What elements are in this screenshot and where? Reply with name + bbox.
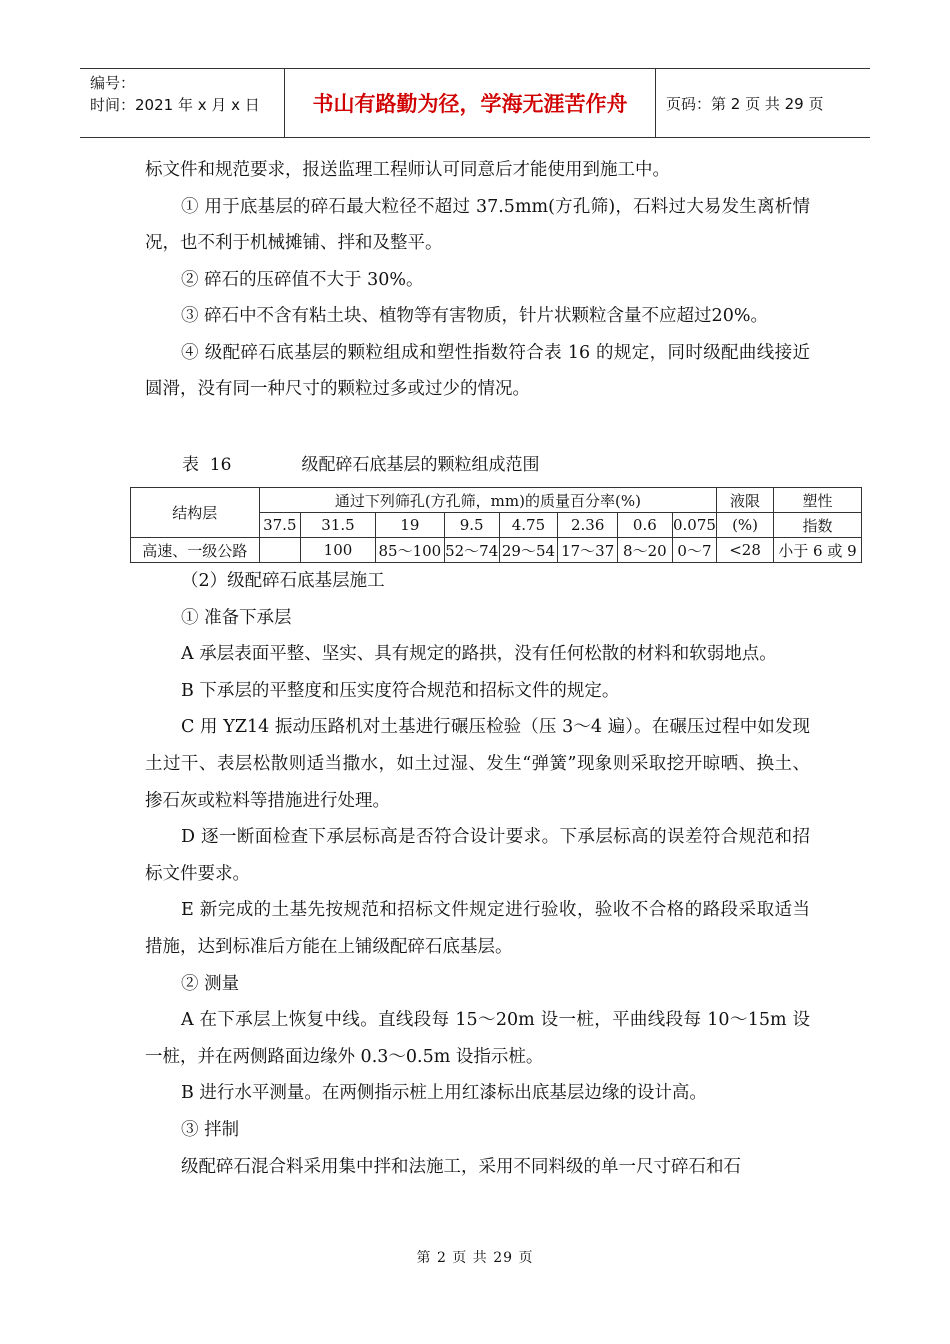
liquid-limit-unit: (%) bbox=[717, 513, 774, 538]
table-cell: 85～100 bbox=[375, 538, 444, 563]
sieve-size: 0.6 bbox=[618, 513, 673, 538]
subsection-heading: ② 测量 bbox=[181, 973, 240, 994]
sieve-size: 37.5 bbox=[259, 513, 301, 538]
plasticity-unit: 指数 bbox=[773, 513, 861, 538]
col-plasticity: 塑性 bbox=[773, 488, 861, 513]
paragraph: ④ 级配碎石底基层的颗粒组成和塑性指数符合表 16 的规定，同时级配曲线接近圆滑，没有同一种尺寸的颗粒过多或过少的情况。 bbox=[145, 342, 810, 399]
table-title: 级配碎石底基层的颗粒组成范围 bbox=[301, 455, 540, 475]
doc-date: 时间：2021 年 x 月 x 日 bbox=[90, 96, 260, 114]
table-caption bbox=[182, 450, 539, 475]
page-footer: 第 2 页 共 29 页 bbox=[416, 1250, 534, 1266]
subsection-heading: ③ 拌制 bbox=[181, 1119, 240, 1140]
page-header bbox=[80, 68, 870, 138]
table-cell: 8～20 bbox=[618, 538, 673, 563]
paragraph: ① 用于底基层的碎石最大粒径不超过 37.5mm(方孔筛)，石料过大易发生离析情况，也不利于机械摊铺、拌和及整平。 bbox=[145, 196, 810, 253]
sieve-size: 2.36 bbox=[558, 513, 618, 538]
sieve-size: 0.075 bbox=[672, 513, 717, 538]
sieve-size: 19 bbox=[375, 513, 444, 538]
table-cell: 17～37 bbox=[558, 538, 618, 563]
paragraph: A 承层表面平整、坚实、具有规定的路拱，没有任何松散的材料和软弱地点。 bbox=[181, 644, 777, 665]
col-liquid-limit: 液限 bbox=[717, 488, 774, 513]
body-top bbox=[145, 152, 810, 408]
paragraph: B 下承层的平整度和压实度符合规范和招标文件的规定。 bbox=[181, 680, 620, 701]
sieve-size: 9.5 bbox=[444, 513, 499, 538]
paragraph: 标文件和规范要求，报送监理工程师认可同意后才能使用到施工中。 bbox=[145, 160, 670, 180]
table-cell bbox=[259, 538, 301, 563]
body-bottom bbox=[145, 563, 810, 1185]
table-row bbox=[131, 538, 862, 563]
grading-table bbox=[130, 487, 862, 563]
paragraph: C 用 YZ14 振动压路机对土基进行碾压检验（压 3～4 遍）。在碾压过程中如发现土过干、表层松散则适当撒水，如土过湿、发生“弹簧”现象则采取挖开晾晒、换土、掺石灰或粒料等措施进行处理。 bbox=[145, 717, 810, 811]
paragraph: E 新完成的土基先按规范和招标文件规定进行验收，验收不合格的路段采取适当措施，达到标准后方能在上铺级配碎石底基层。 bbox=[145, 900, 810, 957]
header-meta bbox=[80, 69, 284, 137]
paragraph: ② 碎石的压碎值不大于 30%。 bbox=[181, 269, 424, 290]
paragraph: 级配碎石混合料采用集中拌和法施工，采用不同料级的单一尺寸碎石和石 bbox=[181, 1156, 741, 1177]
paragraph: D 逐一断面检查下承层标高是否符合设计要求。下承层标高的误差符合规范和招标文件要求。 bbox=[145, 827, 810, 884]
table-cell: 52～74 bbox=[444, 538, 499, 563]
sieve-size: 4.75 bbox=[499, 513, 558, 538]
header-page-info: 页码：第 2 页 共 29 页 bbox=[666, 94, 824, 113]
paragraph: ③ 碎石中不含有粘土块、植物等有害物质，针片状颗粒含量不应超过20%。 bbox=[181, 306, 768, 326]
table-cell: 0～7 bbox=[672, 538, 717, 563]
subsection-heading: ① 准备下承层 bbox=[181, 607, 292, 628]
table-cell: 29～54 bbox=[499, 538, 558, 563]
table-number: 表 16 bbox=[182, 455, 232, 475]
header-motto: 书山有路勤为径，学海无涯苦作舟 bbox=[284, 69, 656, 137]
table-cell: <28 bbox=[717, 538, 774, 563]
col-structure-layer: 结构层 bbox=[131, 488, 260, 538]
paragraph: A 在下承层上恢复中线。直线段每 15～20m 设一桩，平曲线段每 10～15m 设一桩，并在两侧路面边缘外 0.3～0.5m 设指示桩。 bbox=[145, 1010, 810, 1067]
table-cell: 100 bbox=[301, 538, 376, 563]
col-passing-percent: 通过下列筛孔(方孔筛，mm)的质量百分率(%) bbox=[259, 488, 717, 513]
paragraph: B 进行水平测量。在两侧指示桩上用红漆标出底基层边缘的设计高。 bbox=[181, 1083, 707, 1104]
section-heading: （2）级配碎石底基层施工 bbox=[181, 571, 385, 591]
table-cell: 小于 6 或 9 bbox=[773, 538, 861, 563]
row-layer: 高速、一级公路 bbox=[131, 538, 260, 563]
doc-code-label: 编号： bbox=[90, 74, 136, 92]
sieve-size: 31.5 bbox=[301, 513, 376, 538]
